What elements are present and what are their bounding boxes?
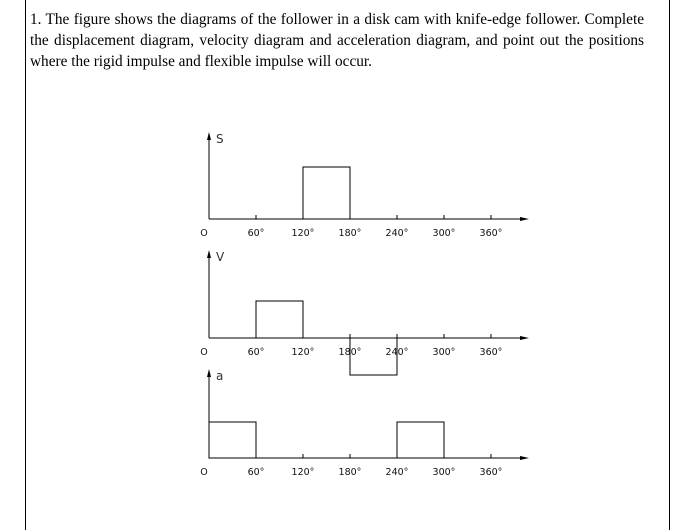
velocity-tick-label: 120° xyxy=(291,347,315,358)
acceleration-tick-label: 240° xyxy=(385,467,409,478)
velocity-axis-label: V xyxy=(216,250,225,264)
velocity-origin-label: O xyxy=(200,347,208,358)
acceleration-y-arrow xyxy=(207,369,211,377)
displacement-tick-label: 120° xyxy=(291,228,315,239)
acceleration-segment xyxy=(397,422,444,458)
acceleration-axis-label: a xyxy=(216,369,224,383)
acceleration-tick-label: 300° xyxy=(432,467,456,478)
displacement-tick-label: 360° xyxy=(479,228,503,239)
acceleration-tick-label: 180° xyxy=(338,467,362,478)
displacement-tick-label: 60° xyxy=(247,228,265,239)
acceleration-tick-label: 360° xyxy=(479,467,503,478)
acceleration-origin-label: O xyxy=(200,467,208,478)
displacement-x-arrow xyxy=(520,217,529,221)
displacement-segment xyxy=(303,167,350,219)
question-text: 1. The figure shows the diagrams of the follower in a disk cam with knife-edge follower. Complete the displacement diagram, velocity diagram and acceleration diagram, and point out the positions where the rigid impulse and flexible impulse will occur. xyxy=(30,11,644,70)
velocity-tick-label: 240° xyxy=(385,347,409,358)
acceleration-segment xyxy=(209,422,256,458)
displacement-axis-label: S xyxy=(216,132,224,146)
acceleration-x-arrow xyxy=(520,456,529,460)
displacement-y-arrow xyxy=(207,132,211,140)
velocity-x-arrow xyxy=(520,336,529,340)
acceleration-tick-label: 60° xyxy=(247,467,265,478)
velocity-tick-label: 60° xyxy=(247,347,265,358)
velocity-tick-label: 300° xyxy=(432,347,456,358)
acceleration-tick-label: 120° xyxy=(291,467,315,478)
velocity-tick-label: 360° xyxy=(479,347,503,358)
velocity-segment xyxy=(256,301,303,338)
displacement-tick-label: 300° xyxy=(432,228,456,239)
velocity-y-arrow xyxy=(207,250,211,258)
displacement-origin-label: O xyxy=(200,228,208,239)
displacement-tick-label: 180° xyxy=(338,228,362,239)
velocity-tick-label: 180° xyxy=(338,347,362,358)
displacement-tick-label: 240° xyxy=(385,228,409,239)
